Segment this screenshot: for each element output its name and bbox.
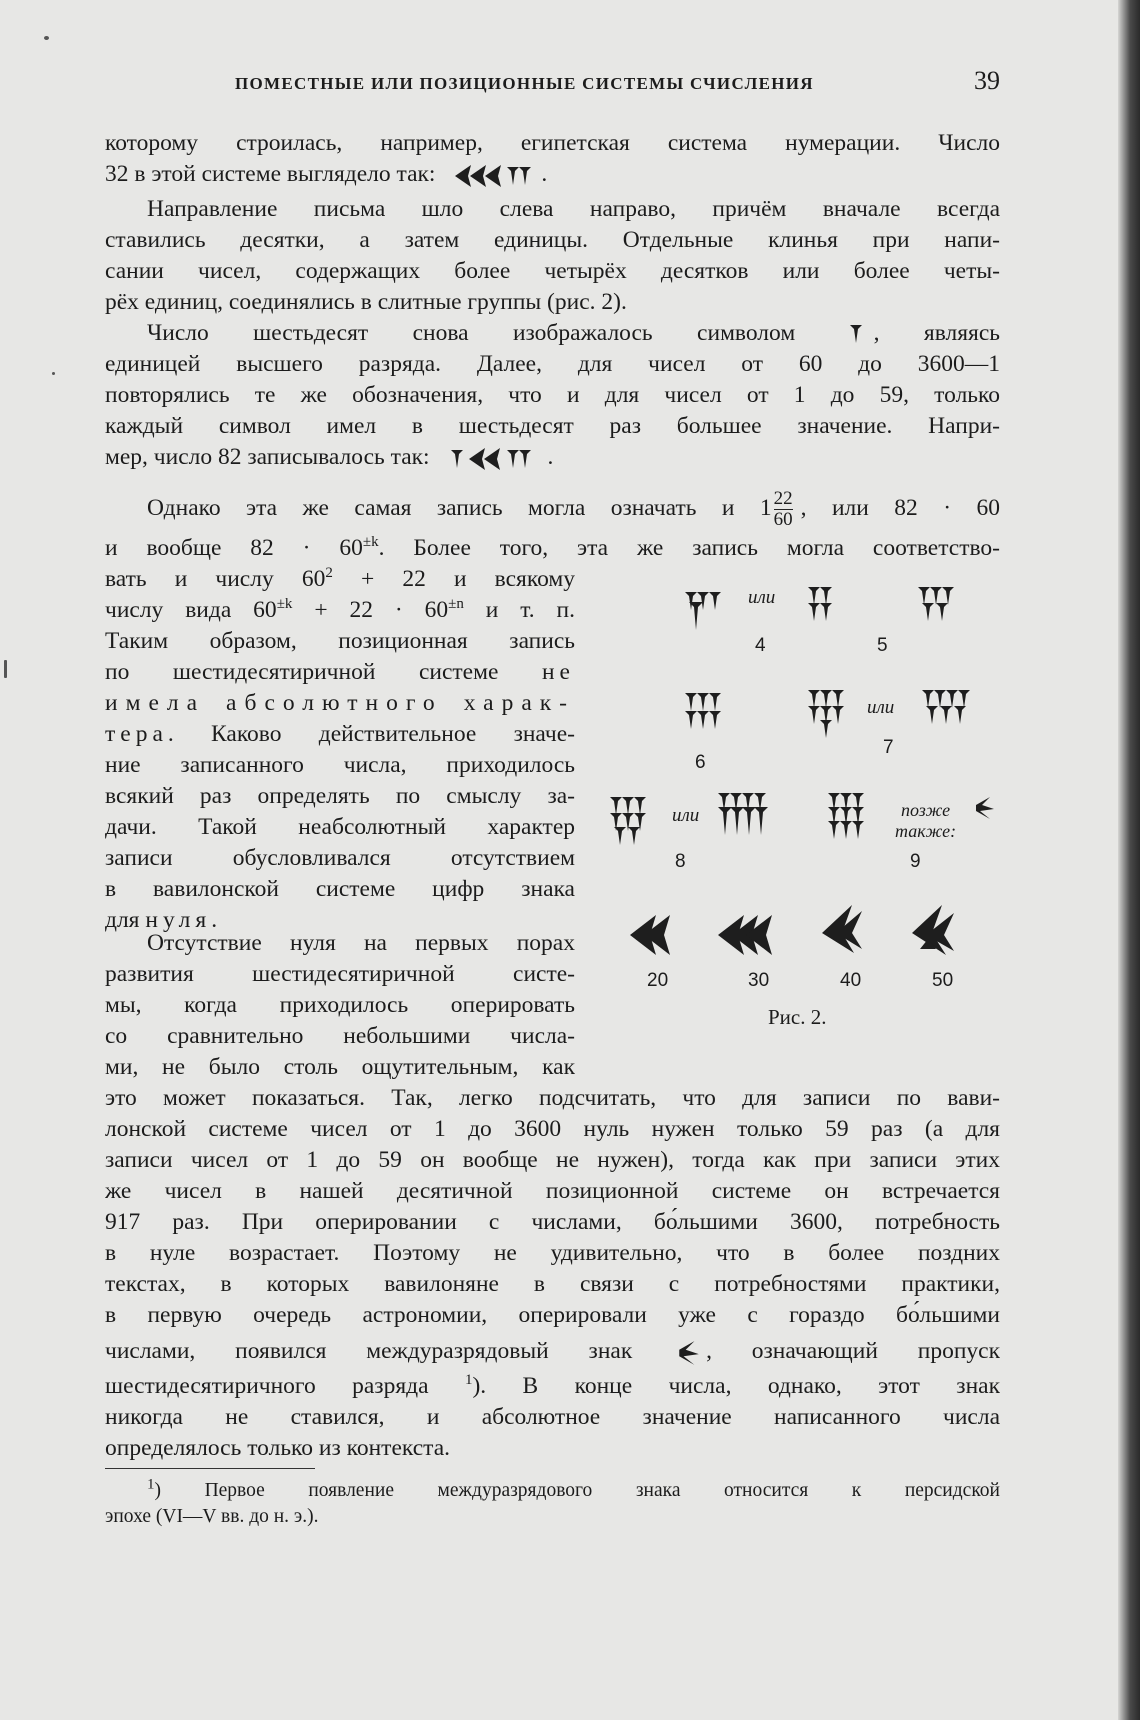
cuneiform-5-icon [918, 587, 954, 621]
text-run: + 22 · 60 [292, 597, 449, 623]
text-run: для [105, 907, 140, 933]
text-line: повторялись те же обозначения, что и для чисел от 1 до 59, только [105, 382, 1000, 408]
text-line: 917 раз. При оперировании с числами, бо́льшими 3600, потребность [105, 1209, 1000, 1235]
or-word: или [672, 805, 700, 826]
text-line: записи чисел от 1 до 59 он вообще не нужен), тогда как при записи этих [105, 1147, 1000, 1173]
text-line: в нуле возрастает. Поэтому не удивительно, что в более поздних [105, 1240, 1000, 1266]
also-word: также: [895, 821, 957, 841]
text-run: Число шестьдесят снова изображалось символом [147, 320, 796, 346]
text-run: вать и числу 60 [105, 566, 326, 592]
footnote-rule [105, 1468, 315, 1469]
text-run: , или 82 · 60 [800, 495, 1000, 521]
text-line: это может показаться. Так, легко подсчитать, что для записи по вави- [105, 1085, 1000, 1111]
text-line: единицей высшего разряда. Далее, для чисел от 60 до 3600—1 [105, 351, 1000, 377]
text-line [105, 318, 1000, 349]
text-line [105, 657, 575, 688]
text-line [105, 442, 1000, 473]
later-also-note [895, 800, 956, 842]
text-line: ми, не было столь ощутительным, как [105, 1054, 575, 1080]
footnote [105, 1478, 1000, 1530]
cuneiform-8-b-icon [718, 793, 768, 835]
scan-speck [44, 36, 49, 40]
text-line: всякий раз определять по смыслу за- [105, 783, 575, 809]
spaced-text: нуля [145, 907, 212, 933]
text-line [105, 533, 1000, 564]
cuneiform-82-icon [451, 446, 547, 472]
text-line: ставились десятки, а затем единицы. Отдельные клинья при напи- [105, 227, 1000, 253]
fraction [774, 489, 793, 530]
text-run: числами, появился междуразрядовый знак [105, 1338, 633, 1364]
text-line [105, 719, 575, 750]
label-5: 5 [877, 635, 888, 656]
paragraph-3 [105, 318, 1000, 473]
text-line [105, 1331, 1000, 1371]
footnote-line [105, 1478, 1000, 1504]
text-run: + 22 и всякому [332, 566, 575, 592]
text-line: в вавилонской системе цифр знака [105, 876, 575, 902]
text-line: Таким образом, позиционная запись [105, 628, 575, 654]
cuneiform-20-icon [630, 915, 670, 955]
cuneiform-32-icon [455, 162, 541, 190]
label-6: 6 [695, 752, 706, 773]
page-number: 39 [974, 66, 1000, 95]
text-line [105, 564, 575, 595]
text-run: и вообще 82 · 60 [105, 535, 363, 561]
cuneiform-4-a-icon [685, 592, 721, 630]
label-7: 7 [883, 737, 894, 758]
footnote-line: эпохе (VI—V вв. до н. э.). [105, 1506, 319, 1527]
paragraph-1 [105, 128, 1000, 190]
text-run: по шестидесятиричной системе [105, 659, 499, 685]
text-line: сании чисел, содержащих более четырёх десятков или более четы- [105, 258, 1000, 284]
text-line: Отсутствие нуля на первых порах [147, 930, 575, 956]
cuneiform-9-icon [828, 793, 864, 839]
footnote-marker: 1 [147, 1476, 155, 1493]
paragraph-2 [105, 194, 1000, 318]
text-line: определялось только из контекста. [105, 1435, 451, 1461]
text-line: имела абсолютного харак- [105, 690, 575, 716]
label-50: 50 [932, 970, 954, 991]
exponent: ±k [276, 596, 293, 613]
text-run: ). В конце числа, однако, этот знак [472, 1373, 1000, 1399]
text-line [105, 159, 1000, 190]
spaced-text: не [541, 659, 575, 685]
text-run: числу вида 60 [105, 597, 277, 623]
label-30: 30 [748, 970, 770, 991]
text-run: . [541, 161, 548, 187]
footnote-marker: 1 [464, 1372, 473, 1389]
paragraph-4-beside-figure [105, 564, 575, 936]
text-run: . [547, 444, 554, 470]
scan-speck [52, 372, 55, 375]
label-9: 9 [910, 851, 921, 872]
text-run: . Каково действительное значе- [167, 721, 575, 747]
page-header [105, 66, 1000, 102]
text-line: каждый символ имел в шестьдесят раз большее значение. Напри- [105, 413, 1000, 439]
text-line [105, 1371, 1000, 1402]
text-line [105, 595, 575, 626]
cuneiform-7-b-icon [922, 690, 970, 724]
text-run: 32 в этой системе выглядело так: [105, 161, 436, 187]
or-word: или [748, 587, 776, 608]
text-line: ние записанного числа, приходилось [105, 752, 575, 778]
text-line: текстах, в которых вавилоняне в связи с потребностями практики, [105, 1271, 1000, 1297]
cuneiform-4-b-icon [808, 587, 832, 621]
cuneiform-30-icon [718, 915, 772, 955]
figure-caption: Рис. 2. [768, 1005, 827, 1029]
cuneiform-9-later-icon [976, 797, 994, 819]
label-40: 40 [840, 970, 862, 991]
text-line: со сравнительно небольшими числа- [105, 1023, 575, 1049]
separator-sign-icon [676, 1340, 702, 1366]
paragraph-4-full-width [105, 533, 1000, 564]
cuneiform-40-icon [822, 905, 862, 953]
cuneiform-60-icon [846, 323, 868, 347]
text-line: развития шестидесятиричной систе- [105, 961, 575, 987]
exponent: ±n [448, 596, 464, 613]
exponent: 2 [325, 565, 333, 582]
text-line: лонской системе чисел от 1 до 3600 нуль нужен только 59 раз (а для [105, 1116, 1000, 1142]
paragraph-4-first-line [105, 486, 1000, 530]
text-run: , являясь [873, 320, 1000, 346]
cuneiform-6-icon [685, 693, 721, 729]
text-line: дачи. Такой неабсолютный характер [105, 814, 575, 840]
paragraph-5-beside-figure [105, 928, 575, 1083]
cuneiform-7-a-icon [808, 690, 844, 738]
text-run: и т. п. [463, 597, 575, 623]
text-line: в первую очередь астрономии, оперировали уже с гораздо бо́льшими [105, 1302, 1000, 1328]
cuneiform-8-a-icon [610, 797, 646, 845]
text-run: . [211, 907, 218, 933]
spaced-text: тера [105, 721, 168, 747]
text-run: Однако эта же самая запись могла означать и 1 [147, 495, 772, 521]
figure-2 [600, 575, 1020, 1030]
text-run: шестидесятиричного разряда [105, 1373, 429, 1399]
figure-2-glyphs [600, 575, 1020, 995]
label-4: 4 [755, 635, 766, 656]
text-line [105, 486, 1000, 530]
text-run: . Более того, эта же запись могла соответство- [378, 535, 1000, 561]
later-word: позже [901, 800, 951, 820]
text-run: мер, число 82 записывалось так: [105, 444, 430, 470]
fraction-numerator: 22 [773, 488, 793, 510]
running-head: ПОМЕСТНЫЕ ИЛИ ПОЗИЦИОННЫЕ СИСТЕМЫ СЧИСЛЕНИЯ [235, 74, 814, 93]
cuneiform-50-icon [912, 905, 954, 955]
text-line: рёх единиц, соединялись в слитные группы (рис. 2). [105, 289, 627, 315]
text-line: которому строилась, например, египетская система нумерации. Число [105, 130, 1000, 156]
or-word: или [867, 697, 895, 718]
text-line: же чисел в нашей десятичной позиционной системе он встречается [105, 1178, 1000, 1204]
text-line: Направление письма шло слева направо, причём вначале всегда [147, 196, 1000, 222]
fraction-denominator: 60 [773, 509, 793, 530]
text-line: записи обусловливался отсутствием [105, 845, 575, 871]
text-line: никогда не ставился, и абсолютное значение написанного числа [105, 1404, 1000, 1430]
page-gutter-shadow [1118, 0, 1140, 1720]
scan-speck [4, 660, 7, 678]
text-run: , означающий пропуск [706, 1338, 1000, 1364]
text-line: мы, когда приходилось оперировать [105, 992, 575, 1018]
label-8: 8 [675, 851, 686, 872]
text-run: ) Первое появление междуразрядового знака относится к персидской [154, 1480, 1000, 1501]
exponent: ±k [362, 534, 379, 551]
paragraph-5-full-width [105, 1083, 1000, 1464]
label-20: 20 [647, 970, 669, 991]
